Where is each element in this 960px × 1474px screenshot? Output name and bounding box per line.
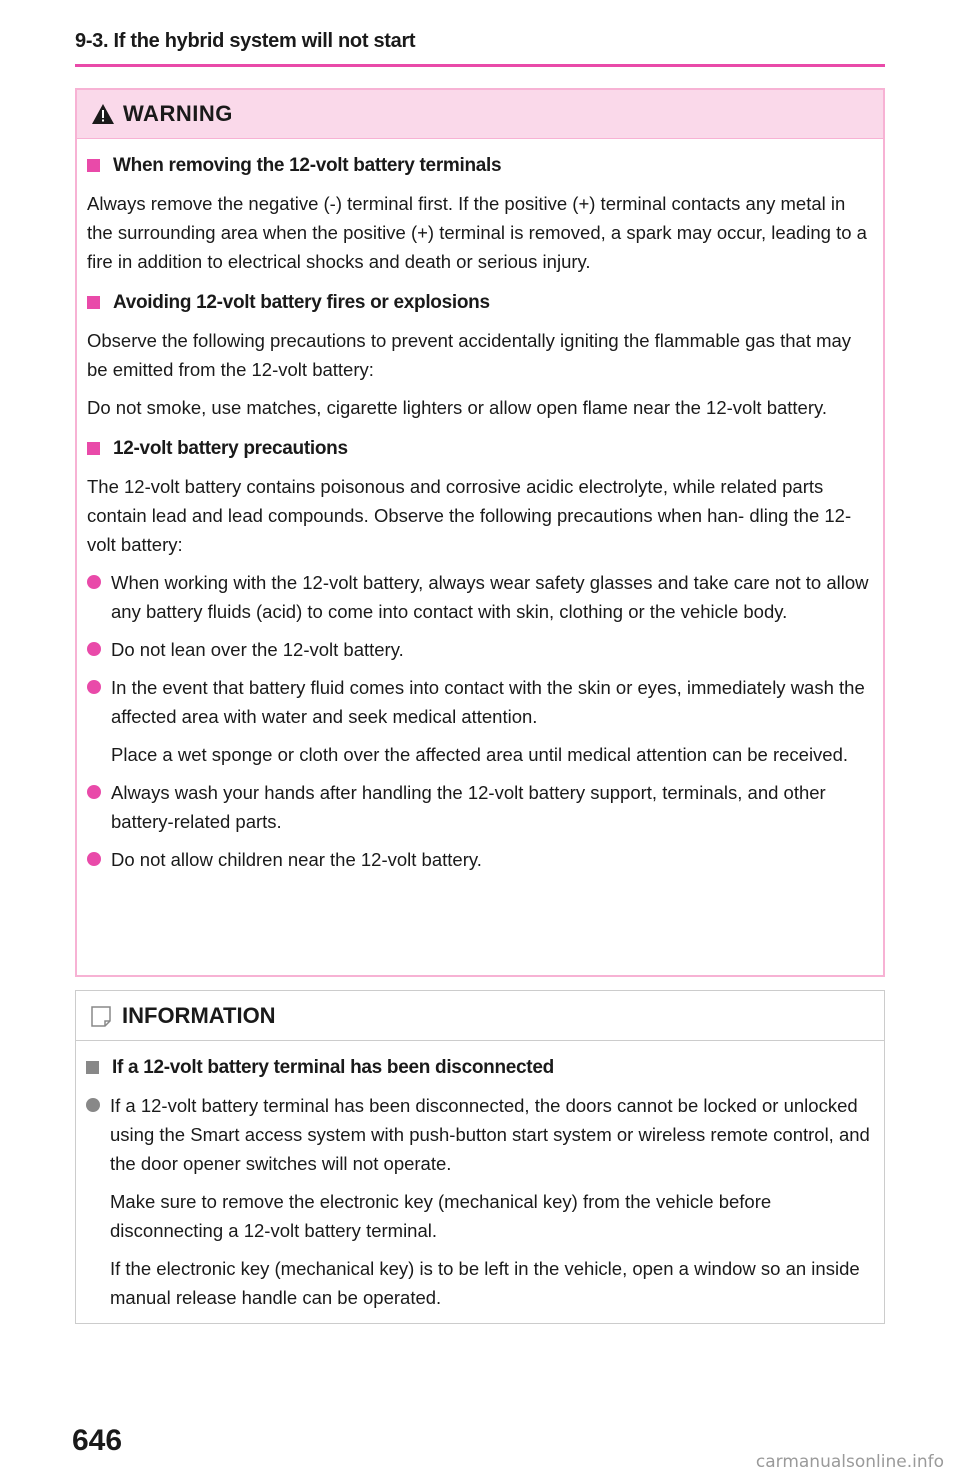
list-item: When working with the 12-volt battery, always wear safety glasses and take care not to allow any battery fluids (acid) to come into contact with skin, clothing or the vehicle body. — [87, 568, 871, 626]
warning-label: WARNING — [123, 101, 233, 126]
warning-subheading: Avoiding 12-volt battery fires or explosions — [87, 288, 871, 317]
information-body — [76, 1053, 884, 1312]
warning-header — [77, 90, 883, 139]
warning-body — [77, 151, 883, 874]
warning-box — [75, 88, 885, 977]
information-box — [75, 990, 885, 1324]
note-icon — [90, 1004, 112, 1028]
pink-square-bullet-icon — [87, 296, 100, 309]
gray-circle-bullet-icon — [86, 1098, 100, 1112]
section-title: 9-3. If the hybrid system will not start — [75, 30, 416, 52]
warning-triangle-icon — [91, 103, 115, 125]
pink-circle-bullet-icon — [87, 680, 101, 694]
list-item-continuation: Make sure to remove the electronic key (mechanical key) from the vehicle before disconnecting a 12-volt battery terminal. — [110, 1191, 772, 1241]
list-item: In the event that battery fluid comes into contact with the skin or eyes, immediately wash the affected area with water and seek medical attention. — [87, 673, 871, 731]
watermark: carmanualsonline.info — [755, 1452, 944, 1472]
pink-circle-bullet-icon — [87, 785, 101, 799]
list-item: Do not allow children near the 12-volt battery. — [87, 845, 871, 874]
list-item: Do not lean over the 12-volt battery. — [87, 635, 871, 664]
warning-paragraph: Always remove the negative (-) terminal first. If the positive (+) terminal contacts any metal in the surrounding area when the positive (+) terminal is removed, a spark may occur, leading to a fire in addition to electrical shocks and death or serious injury. — [87, 193, 867, 272]
warning-paragraph: The 12-volt battery contains poisonous and corrosive acidic electrolyte, while related parts contain lead and lead compounds. Observe the following precautions when han- dling the 12-volt battery: — [87, 476, 852, 555]
pink-circle-bullet-icon — [87, 642, 101, 656]
pink-circle-bullet-icon — [87, 575, 101, 589]
page-number: 646 — [72, 1424, 123, 1457]
header-rule — [75, 64, 885, 67]
pink-square-bullet-icon — [87, 442, 100, 455]
warning-subheading: When removing the 12-volt battery terminals — [87, 151, 871, 180]
information-subheading: If a 12-volt battery terminal has been disconnected — [86, 1053, 872, 1082]
pink-circle-bullet-icon — [87, 852, 101, 866]
list-item: Always wash your hands after handling the 12-volt battery support, terminals, and other battery-related parts. — [87, 778, 871, 836]
warning-paragraph: Do not smoke, use matches, cigarette lighters or allow open flame near the 12-volt battery. — [87, 397, 828, 418]
information-label: INFORMATION — [122, 1002, 276, 1028]
warning-paragraph: Observe the following precautions to prevent accidentally igniting the flammable gas that may be emitted from the 12-volt battery: — [87, 330, 852, 380]
list-item: If a 12-volt battery terminal has been disconnected, the doors cannot be locked or unlocked using the Smart access system with push-button start system or wireless remote control, and the door opener switches will not operate. — [86, 1091, 872, 1178]
gray-square-bullet-icon — [86, 1061, 99, 1074]
pink-square-bullet-icon — [87, 159, 100, 172]
list-item-continuation: If the electronic key (mechanical key) is to be left in the vehicle, open a window so an inside manual release handle can be operated. — [110, 1258, 860, 1308]
warning-subheading: 12-volt battery precautions — [87, 434, 871, 463]
information-header — [76, 991, 884, 1041]
list-item-continuation: Place a wet sponge or cloth over the affected area until medical attention can be received. — [111, 744, 849, 765]
